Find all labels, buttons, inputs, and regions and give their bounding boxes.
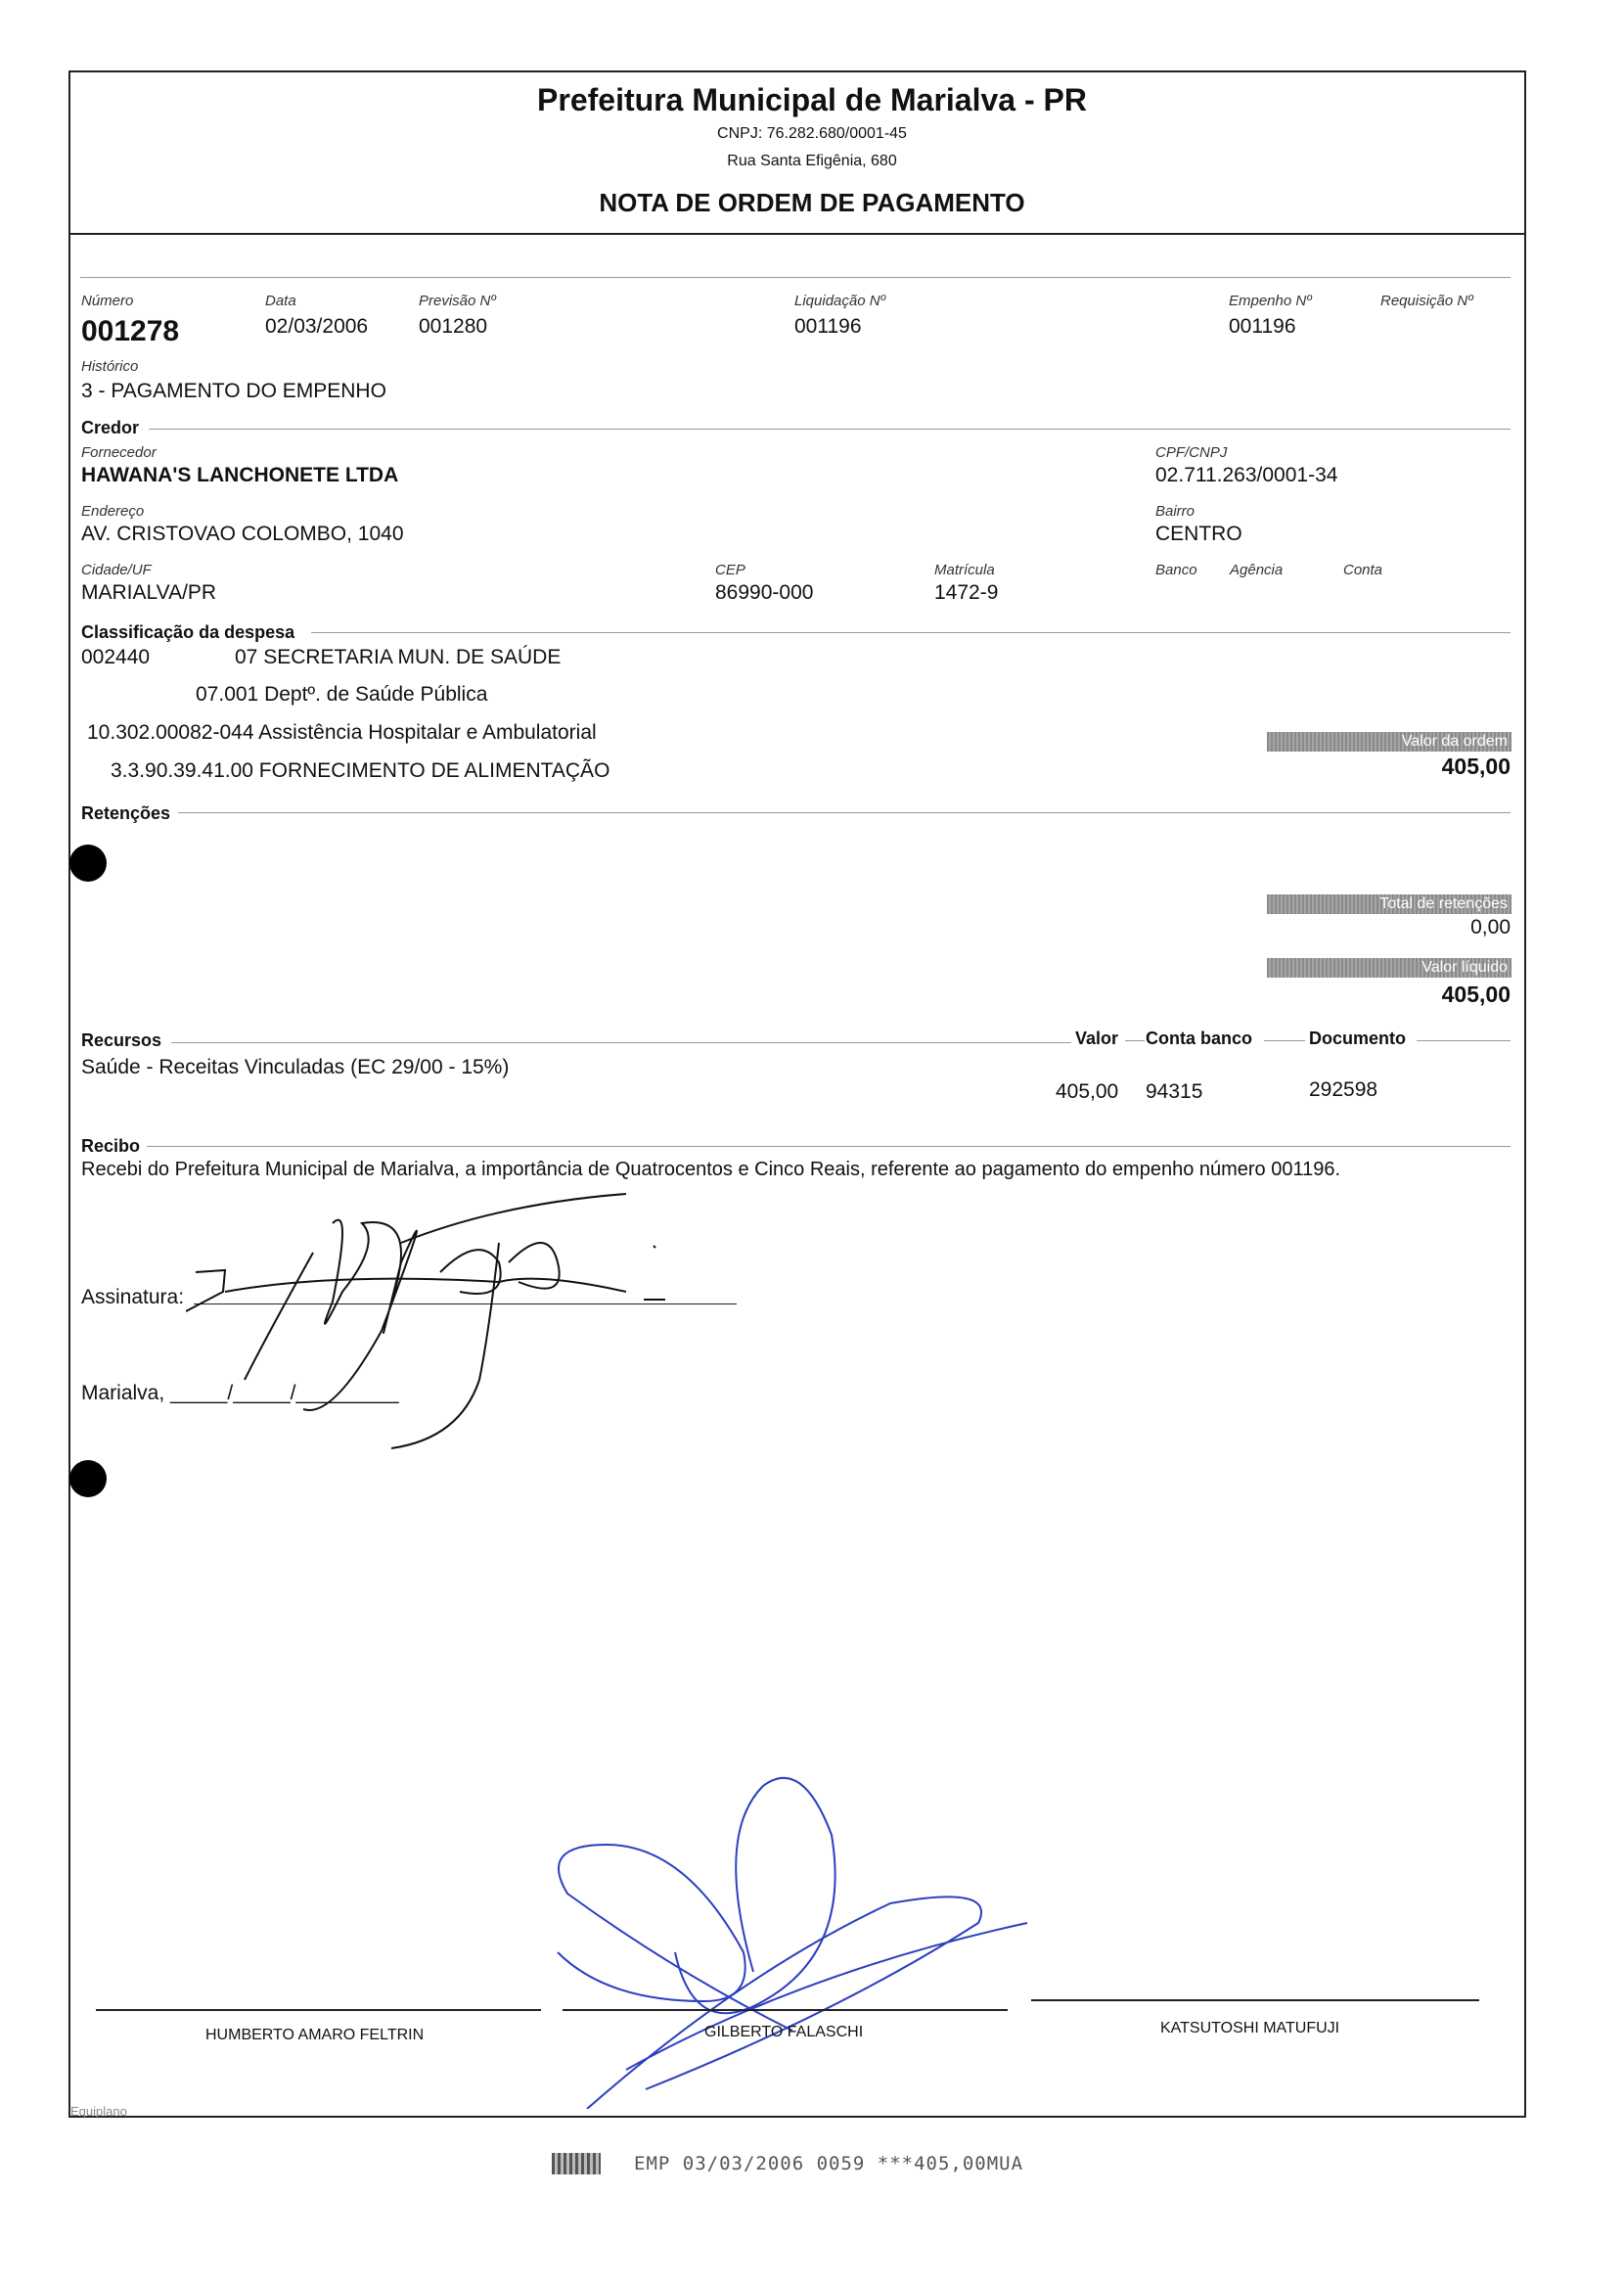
classificacao-line3: 10.302.00082-044 Assistência Hospitalar e Ambulatorial bbox=[87, 721, 597, 744]
classificacao-line1: 07 SECRETARIA MUN. DE SAÚDE bbox=[235, 646, 562, 668]
signature-line-3 bbox=[1031, 1999, 1479, 2001]
bairro-label: Bairro bbox=[1155, 503, 1195, 520]
classificacao-section-title: Classificação da despesa bbox=[81, 622, 295, 642]
historico-value: 3 - PAGAMENTO DO EMPENHO bbox=[81, 380, 386, 402]
classificacao-divider bbox=[311, 632, 1511, 633]
requisicao-label: Requisição Nº bbox=[1380, 293, 1473, 309]
numero-label: Número bbox=[81, 293, 134, 309]
valor-liquido-value: 405,00 bbox=[1441, 982, 1511, 1007]
total-retencoes-label: Total de retenções bbox=[1267, 894, 1511, 914]
fornecedor-label: Fornecedor bbox=[81, 444, 157, 461]
footer-stamp: EMP 03/03/2006 0059 ***405,00MUA bbox=[634, 2153, 1024, 2174]
recursos-divider-mid bbox=[1125, 1040, 1145, 1041]
cep-value: 86990-000 bbox=[715, 581, 814, 604]
recibo-signature bbox=[186, 1184, 695, 1458]
recursos-documento-label: Documento bbox=[1309, 1029, 1406, 1048]
recursos-divider-right bbox=[1417, 1040, 1511, 1041]
recursos-divider-mid2 bbox=[1264, 1040, 1305, 1041]
signature-line-1 bbox=[96, 2009, 541, 2011]
recibo-divider bbox=[147, 1146, 1511, 1147]
retencoes-section-title: Retenções bbox=[81, 803, 171, 823]
previsao-value: 001280 bbox=[419, 315, 488, 338]
empenho-value: 001196 bbox=[1229, 315, 1296, 338]
liquidacao-label: Liquidação Nº bbox=[794, 293, 886, 309]
credor-section-title: Credor bbox=[81, 418, 140, 437]
recursos-conta-label: Conta banco bbox=[1146, 1029, 1253, 1048]
cpf-value: 02.711.263/0001-34 bbox=[1155, 464, 1338, 486]
fornecedor-value: HAWANA'S LANCHONETE LTDA bbox=[81, 464, 399, 486]
punch-hole-bottom bbox=[69, 1460, 107, 1497]
matricula-label: Matrícula bbox=[934, 562, 995, 578]
previsao-label: Previsão Nº bbox=[419, 293, 496, 309]
matricula-value: 1472-9 bbox=[934, 581, 999, 604]
endereco-value: AV. CRISTOVAO COLOMBO, 1040 bbox=[81, 523, 404, 545]
stamp-icon bbox=[552, 2153, 601, 2174]
liquidacao-value: 001196 bbox=[794, 315, 862, 338]
recursos-valor-label: Valor bbox=[1075, 1029, 1119, 1048]
historico-label: Histórico bbox=[81, 358, 139, 375]
recibo-text: Recebi do Prefeitura Municipal de Marialva, a importância de Quatrocentos e Cinco Reais, referente ao pagamento do empenho número 001196. bbox=[81, 1159, 1341, 1180]
recursos-divider-left bbox=[171, 1042, 1071, 1043]
recursos-conta: 94315 bbox=[1146, 1080, 1203, 1103]
banco-label: Banco bbox=[1155, 562, 1197, 578]
valor-liquido-label: Valor líquido bbox=[1267, 958, 1511, 978]
assinatura-label: Assinatura: bbox=[81, 1286, 185, 1308]
numero-value: 001278 bbox=[81, 315, 180, 347]
signatory-1: HUMBERTO AMARO FELTRIN bbox=[205, 2027, 425, 2043]
empenho-label: Empenho Nº bbox=[1229, 293, 1312, 309]
cep-label: CEP bbox=[715, 562, 745, 578]
page-title: Prefeitura Municipal de Marialva - PR bbox=[537, 82, 1087, 117]
cpf-label: CPF/CNPJ bbox=[1155, 444, 1228, 461]
recursos-descricao: Saúde - Receitas Vinculadas (EC 29/00 - 15%) bbox=[81, 1056, 510, 1078]
footer-brand: Equiplano bbox=[70, 2104, 127, 2119]
recursos-valor: 405,00 bbox=[1056, 1080, 1119, 1103]
endereco-label: Endereço bbox=[81, 503, 145, 520]
recibo-section-title: Recibo bbox=[81, 1136, 141, 1156]
header-cnpj: CNPJ: 76.282.680/0001-45 bbox=[717, 125, 907, 142]
blue-signature bbox=[548, 1776, 1037, 2109]
header-address: Rua Santa Efigênia, 680 bbox=[727, 153, 897, 169]
classificacao-line4: 3.3.90.39.41.00 FORNECIMENTO DE ALIMENTAÇÃO bbox=[111, 759, 610, 782]
recursos-documento: 292598 bbox=[1309, 1078, 1378, 1101]
signature-line-2 bbox=[563, 2009, 1008, 2011]
signatory-3: KATSUTOSHI MATUFUJI bbox=[1160, 2020, 1340, 2036]
valor-ordem-value: 405,00 bbox=[1441, 754, 1511, 779]
valor-ordem-label: Valor da ordem bbox=[1267, 732, 1511, 752]
classificacao-code: 002440 bbox=[81, 646, 151, 668]
recursos-section-title: Recursos bbox=[81, 1030, 162, 1050]
signatory-2: GILBERTO FALASCHI bbox=[704, 2024, 864, 2040]
bairro-value: CENTRO bbox=[1155, 523, 1242, 545]
cidade-label: Cidade/UF bbox=[81, 562, 152, 578]
total-retencoes-value: 0,00 bbox=[1470, 916, 1511, 938]
marialva-date-line: Marialva, _____/_____/_________ bbox=[81, 1382, 399, 1404]
cidade-value: MARIALVA/PR bbox=[81, 581, 217, 604]
data-label: Data bbox=[265, 293, 296, 309]
id-row-divider bbox=[80, 277, 1511, 278]
document-title: NOTA DE ORDEM DE PAGAMENTO bbox=[599, 188, 1025, 217]
conta-label: Conta bbox=[1343, 562, 1383, 578]
header-divider bbox=[68, 233, 1526, 235]
credor-divider bbox=[149, 429, 1511, 430]
retencoes-divider bbox=[178, 812, 1511, 813]
punch-hole-top bbox=[69, 845, 107, 882]
classificacao-line2: 07.001 Deptº. de Saúde Pública bbox=[196, 683, 488, 706]
agencia-label: Agência bbox=[1230, 562, 1284, 578]
data-value: 02/03/2006 bbox=[265, 315, 369, 338]
